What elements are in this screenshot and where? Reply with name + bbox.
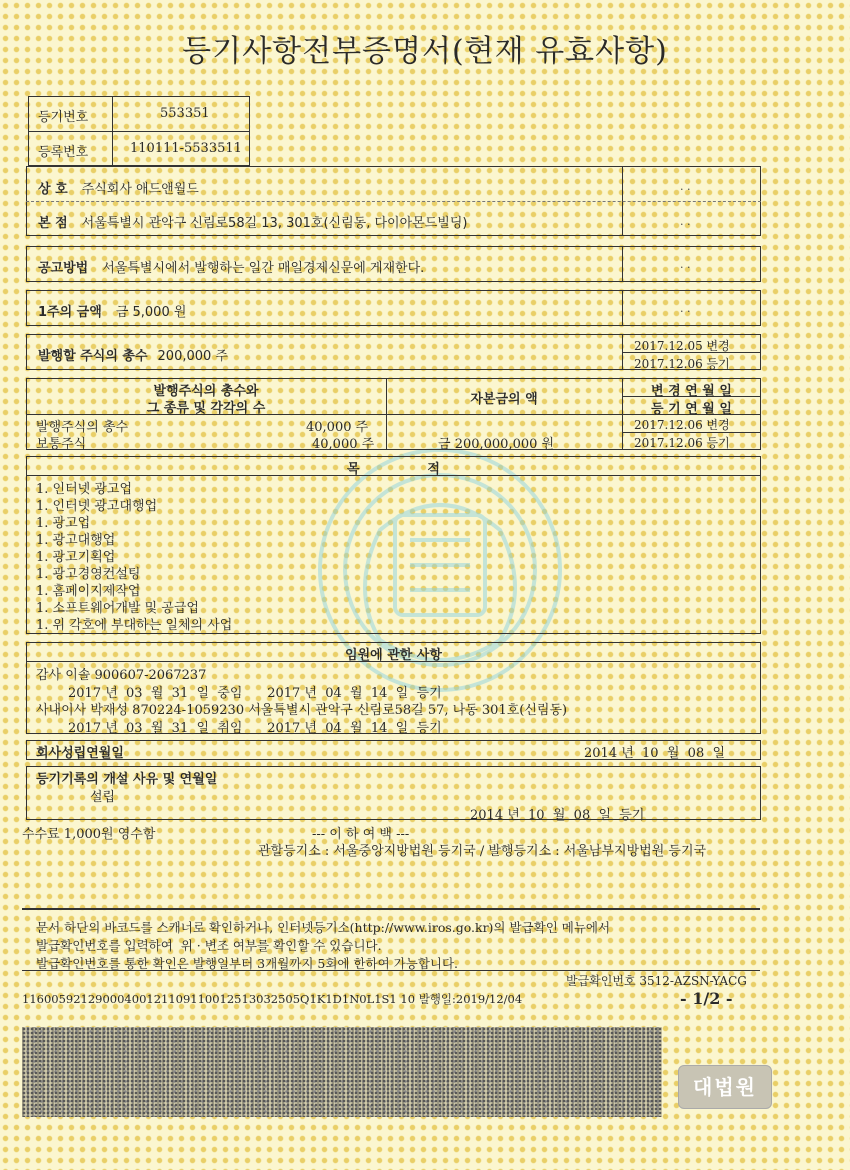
opening-date: 2014 년 10 월 08 일 등기: [470, 808, 645, 823]
company-name-value: 주식회사 애드앤월드: [81, 182, 199, 197]
document-code: 11600592129000400121109110012513032505Q1K1D1N0L1S1 10 발행일:2019/12/04: [22, 992, 523, 1006]
officer-line: 감사 이솔 900607-2067237: [36, 668, 207, 683]
dots: . .: [680, 258, 691, 271]
court-mark: 대법원: [678, 1065, 772, 1109]
officer-line: 2017 년 03 월 31 일 취임 2017 년 04 월 14 일 등기: [68, 721, 442, 736]
purpose-item: 1. 광고업: [36, 516, 91, 531]
purpose-item: 1. 인터넷 광고업: [36, 482, 133, 497]
common-label: 보통주식: [36, 437, 87, 452]
document-title: 등기사항전부증명서(현재 유효사항): [182, 34, 668, 69]
par-label: 1주의 금액: [38, 305, 102, 320]
capital-col3-header-2: 등 기 연 월 일: [651, 402, 732, 417]
purpose-header: 목 적: [346, 462, 440, 477]
officer-line: 2017 년 03 월 31 일 중임 2017 년 04 월 14 일 등기: [68, 686, 442, 701]
purpose-item: 1. 광고경영컨설팅: [36, 567, 141, 582]
purpose-item: 1. 위 각호에 부대하는 일체의 사업: [36, 618, 233, 633]
reg-no-value: 553351: [160, 106, 210, 121]
capital-col1-header-1: 발행주식의 총수와: [153, 384, 259, 399]
dots: . .: [680, 215, 691, 228]
dots: . .: [680, 180, 691, 193]
auth-label: 발행할 주식의 총수: [38, 349, 148, 364]
fee-text: 수수료 1,000원 영수함: [22, 827, 156, 842]
corp-no-label: 등록번호: [38, 145, 89, 160]
notice-line-3: 발급확인번호를 통한 확인은 발행일부터 3개월까지 5회에 한하여 가능합니다.: [36, 956, 459, 971]
notice-line-1: 문서 하단의 바코드를 스캐너로 확인하거나, 인터넷등기소(http://www.iros.go.kr)의 발급확인 메뉴에서: [36, 920, 611, 935]
hq-label: 본 점: [38, 216, 68, 231]
opening-label: 등기기록의 개설 사유 및 연월일: [36, 772, 218, 787]
capital-col2-header: 자본금의 액: [470, 392, 538, 407]
purpose-item: 1. 소프트웨어개발 및 공급업: [36, 601, 199, 616]
purpose-item: 1. 광고대행업: [36, 533, 116, 548]
verification-number: 발급확인번호 3512-AZSN-YACG: [566, 974, 747, 988]
issued-label: 발행주식의 총수: [36, 420, 129, 435]
founding-value: 2014 년 10 월 08 일: [584, 746, 726, 761]
auth-reg-date: 2017.12.06 등기: [634, 357, 730, 371]
capital-reg-date: 2017.12.06 등기: [634, 436, 730, 450]
officers-header: 임원에 관한 사항: [345, 648, 442, 663]
reg-no-label: 등기번호: [38, 110, 89, 125]
common-value: 40,000 주: [312, 437, 375, 452]
notice-line-2: 발급확인번호를 입력하여 위 · 변조 여부를 확인할 수 있습니다.: [36, 938, 382, 953]
hq-value: 서울특별시 관악구 신림로58길 13, 301호(신림동, 다이아몬드빌딩): [81, 216, 468, 231]
purpose-item: 1. 광고기획업: [36, 550, 116, 565]
purpose-item: 1. 홈페이지제작업: [36, 584, 141, 599]
purpose-item: 1. 인터넷 광고대행업: [36, 499, 158, 514]
notice-label: 공고방법: [38, 261, 89, 276]
founding-label: 회사성립연월일: [36, 746, 124, 761]
capital-col3-header-1: 변 경 연 월 일: [651, 384, 732, 399]
capital-value: 금 200,000,000 원: [438, 437, 555, 452]
issued-value: 40,000 주: [306, 420, 369, 435]
page-number: - 1/2 -: [680, 989, 733, 1008]
2d-barcode: [22, 1027, 662, 1117]
opening-reason: 설립: [90, 790, 116, 805]
corp-no-value: 110111-5533511: [130, 141, 242, 156]
auth-value: 200,000 주: [157, 349, 228, 364]
dots: . .: [680, 302, 691, 315]
capital-col1-header-2: 그 종류 및 각각의 수: [146, 401, 266, 416]
auth-change-date: 2017.12.05 변경: [634, 339, 730, 353]
notice-value: 서울특별시에서 발행하는 일간 매일경제신문에 게재한다.: [102, 261, 425, 276]
registry-offices: 관할등기소 : 서울중앙지방법원 등기국 / 발행등기소 : 서울남부지방법원 등기국: [258, 844, 707, 859]
blank-marker: --- 이 하 여 백 ---: [312, 827, 410, 842]
officer-line: 사내이사 박재성 870224-1059230 서울특별시 관악구 신림로58길 57, 나동 301호(신림동): [36, 703, 568, 718]
par-value: 금 5,000 원: [115, 305, 187, 320]
capital-change-date: 2017.12.06 변경: [634, 418, 730, 432]
company-name-label: 상 호: [38, 182, 68, 197]
